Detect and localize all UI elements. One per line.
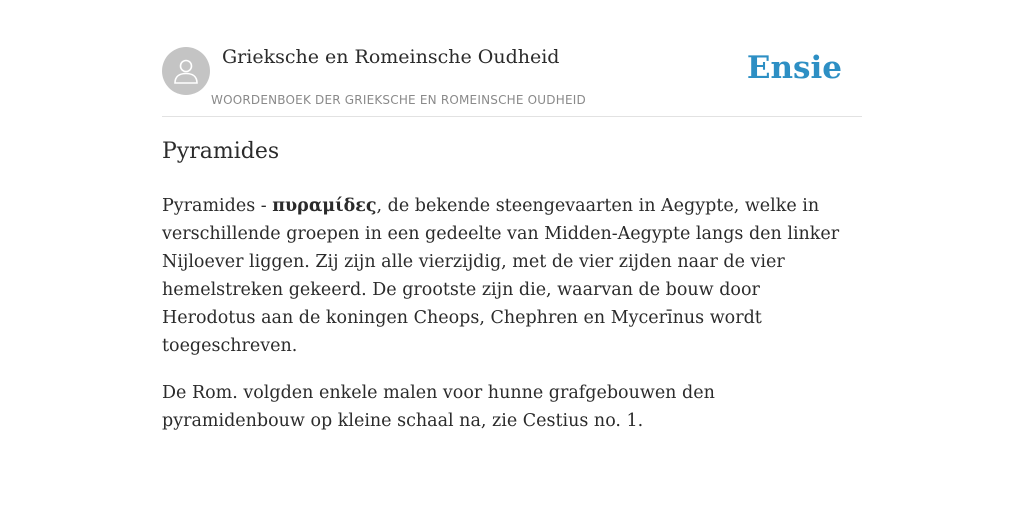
source-subtitle: WOORDENBOEK DER GRIEKSCHE EN ROMEINSCHE OUDHEID <box>211 93 586 107</box>
entry-definition: , de bekende steengevaarten in Aegypte, welke in verschillende groepen in een gedeelte van Midden-Aegypte langs den linker Nijloever liggen. Zij zijn alle vierzijdig, met de vier zijden naar de vier hemelstreken gekeerd. De grootste zijn die, waarvan de bouw door Herodotus aan de koningen Cheops, Chephren en Mycerīnus wordt toegeschreven. <box>162 196 840 356</box>
source-title-link[interactable]: Grieksche en Romeinsche Oudheid <box>222 46 560 68</box>
page-header <box>162 46 862 117</box>
ensie-logo[interactable]: Ensie <box>746 50 842 86</box>
entry-paragraph-2: De Rom. volgden enkele malen voor hunne grafgebouwen den pyramidenbouw op kleine schaal na, zie Cestius no. 1. <box>162 383 715 431</box>
entry-term: Pyramides - <box>162 196 273 216</box>
greek-term: πυραμίδες <box>272 196 377 216</box>
entry-title: Pyramides <box>162 139 280 164</box>
source-avatar[interactable] <box>162 47 210 95</box>
user-icon <box>171 56 201 86</box>
entry-content <box>162 192 842 454</box>
entry-paragraph-1 <box>162 192 842 360</box>
